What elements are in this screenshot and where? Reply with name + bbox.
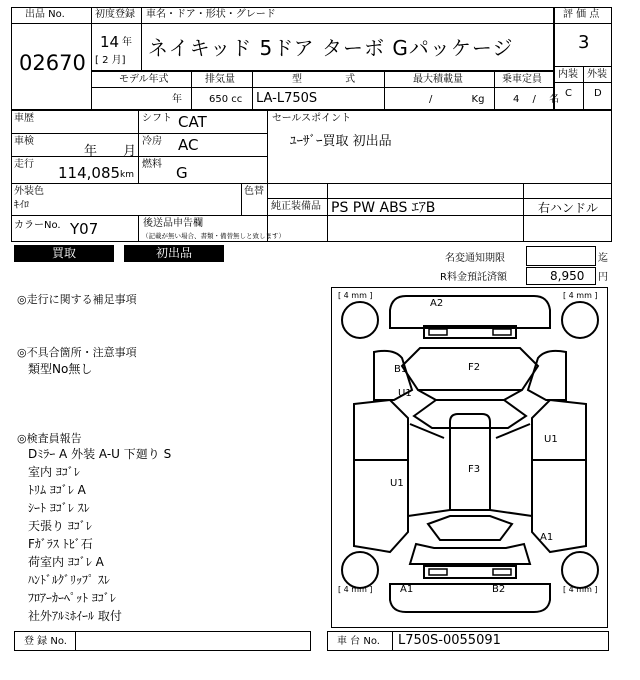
ac-label: 冷房 (142, 136, 162, 147)
front-fender-right (528, 351, 566, 400)
deadline-box (526, 246, 596, 266)
model-year-unit: 年 (172, 94, 182, 105)
first-reg-year-unit: 年 (122, 37, 132, 48)
model-type-label: 型 式 (292, 74, 356, 85)
tire-label-rl: [ 4 mm ] (338, 585, 373, 594)
mark-f2: F2 (468, 362, 481, 373)
inspector-line: Dﾐﾗｰ A 外装 A-U 下廻り S (28, 447, 172, 461)
rear-hatch (410, 544, 530, 564)
inspector-title: ◎検査員報告 (17, 432, 82, 445)
driving-remarks-title: ◎走行に関する補足事項 (17, 293, 137, 306)
chassis-number: L750S-0055091 (398, 633, 501, 648)
recycle-label: R料金預託済額 (440, 272, 507, 283)
rear-window (428, 516, 512, 540)
mark-a2: A2 (430, 298, 444, 309)
tire-label-fr: [ 4 mm ] (563, 291, 598, 300)
deadline-label: 名変通知期限 (445, 253, 505, 264)
mark-f3: F3 (468, 464, 481, 475)
ac-value: AC (178, 136, 199, 154)
wheel-rr-icon (562, 552, 598, 588)
mark-b1: B1 (394, 364, 408, 375)
inspection-label: 車検 (14, 136, 34, 147)
lot-number: 02670 (19, 51, 86, 75)
rear-bumper (390, 584, 550, 612)
doors-left (354, 400, 408, 552)
mark-a1-right: A1 (540, 532, 554, 543)
mark-u1-right: U1 (544, 434, 558, 445)
recycle-unit: 円 (598, 272, 608, 283)
inspector-line: ﾊﾝﾄﾞﾙｸﾞﾘｯﾌﾟ ｽﾚ (28, 573, 110, 587)
overall-grade: 3 (578, 32, 590, 53)
mark-a1-rear: A1 (400, 584, 414, 595)
fuel-value: G (176, 164, 188, 182)
documents-label: 後送品申告欄 (143, 218, 203, 229)
tire-label-fl: [ 4 mm ] (338, 291, 373, 300)
first-reg-label: 初度登録 (95, 9, 135, 20)
inspector-line: 荷室内 ﾖｺﾞﾚ A (28, 555, 104, 569)
tag-first-listing: 初出品 (124, 245, 224, 262)
recycle-value: 8,950 (550, 269, 585, 283)
steering-value: 右ハンドル (538, 201, 599, 215)
inspector-line: ﾄﾘﾑ ﾖｺﾞﾚ A (28, 483, 86, 497)
registration-label: 登 録 No. (24, 636, 67, 647)
capacity-label: 乗車定員 (502, 74, 542, 85)
history-label: 車歴 (14, 113, 34, 124)
max-load-label: 最大積載量 (413, 74, 463, 85)
first-reg-year: 14 (100, 33, 120, 51)
first-reg-month: [ 2 月] (95, 55, 126, 66)
tire-label-rr: [ 4 mm ] (563, 585, 598, 594)
wheel-rl-icon (342, 552, 378, 588)
equipment-label: 純正装備品 (271, 201, 321, 212)
car-diagram (331, 287, 608, 628)
sales-points: ﾕｰｻﾞｰ買取 初出品 (290, 134, 392, 149)
interior-grade: C (565, 88, 572, 99)
shift-label: シフト (142, 113, 172, 124)
wheel-fr-icon (562, 302, 598, 338)
tag-purchase: 買取 (14, 245, 114, 262)
mileage-label: 走行 (14, 159, 34, 170)
defect-item: 類型No無し (28, 362, 93, 376)
shift-value: CAT (178, 113, 207, 131)
wheel-fl-icon (342, 302, 378, 338)
fuel-label: 燃料 (142, 159, 162, 170)
chassis-label: 車 台 No. (337, 636, 380, 647)
inspector-line: ｼｰﾄ ﾖｺﾞﾚ ｽﾚ (28, 501, 90, 515)
mark-u1-front-left: U1 (398, 388, 412, 399)
mark-b2: B2 (492, 584, 506, 595)
lot-label: 出品 No. (25, 9, 65, 20)
documents-note: （記載が無い場合、書類・備替無しと致します） (142, 232, 285, 240)
front-bumper (390, 296, 550, 328)
inspector-line: 天張り ﾖｺﾞﾚ (28, 519, 92, 533)
mileage-value: 114,085 (58, 164, 121, 182)
carname-label: 車名・ドア・形状・グレード (146, 9, 276, 20)
model-year-label: モデル年式 (119, 74, 169, 85)
car-name: ネイキッド 5ドア ターボ Gパッケージ (148, 36, 514, 60)
interior-label: 内装 (558, 69, 578, 80)
color-no-value: Y07 (70, 220, 99, 238)
color-label: 外装色 (14, 186, 44, 197)
deadline-unit: 迄 (598, 253, 608, 264)
defects-title: ◎不具合箇所・注意事項 (17, 346, 137, 359)
inspector-line: 室内 ﾖｺﾞﾚ (28, 465, 80, 479)
model-type: LA-L750S (256, 91, 318, 106)
capacity: 4 / 名 (513, 94, 560, 105)
equipment-value: PS PW ABS ｴｱB (331, 200, 436, 216)
sales-points-label: セールスポイント (272, 113, 352, 124)
inspector-line: ﾌﾛｱｰｶｰﾍﾟｯﾄ ﾖｺﾞﾚ (28, 591, 116, 605)
exterior-label: 外装 (587, 69, 607, 80)
doors-right (532, 400, 586, 552)
inspection-value: 年 月 (84, 144, 137, 159)
rear-plate (424, 566, 516, 578)
color-value: ｷｲﾛ (14, 200, 29, 211)
mileage-unit: km (120, 170, 134, 180)
grade-label: 評 価 点 (563, 9, 600, 20)
color-change-label: 色替 (244, 186, 264, 197)
inspector-line: 社外ｱﾙﾐﾎｲｰﾙ 取付 (28, 609, 122, 623)
inspector-line: Fｶﾞﾗｽ ﾄﾋﾞ石 (28, 537, 93, 551)
exterior-grade: D (594, 88, 602, 99)
displacement-label: 排気量 (205, 74, 235, 85)
max-load: / Kg (429, 94, 485, 105)
mark-u1-left: U1 (390, 478, 404, 489)
displacement: 650 cc (209, 94, 243, 105)
color-no-label: カラーNo. (14, 220, 61, 231)
